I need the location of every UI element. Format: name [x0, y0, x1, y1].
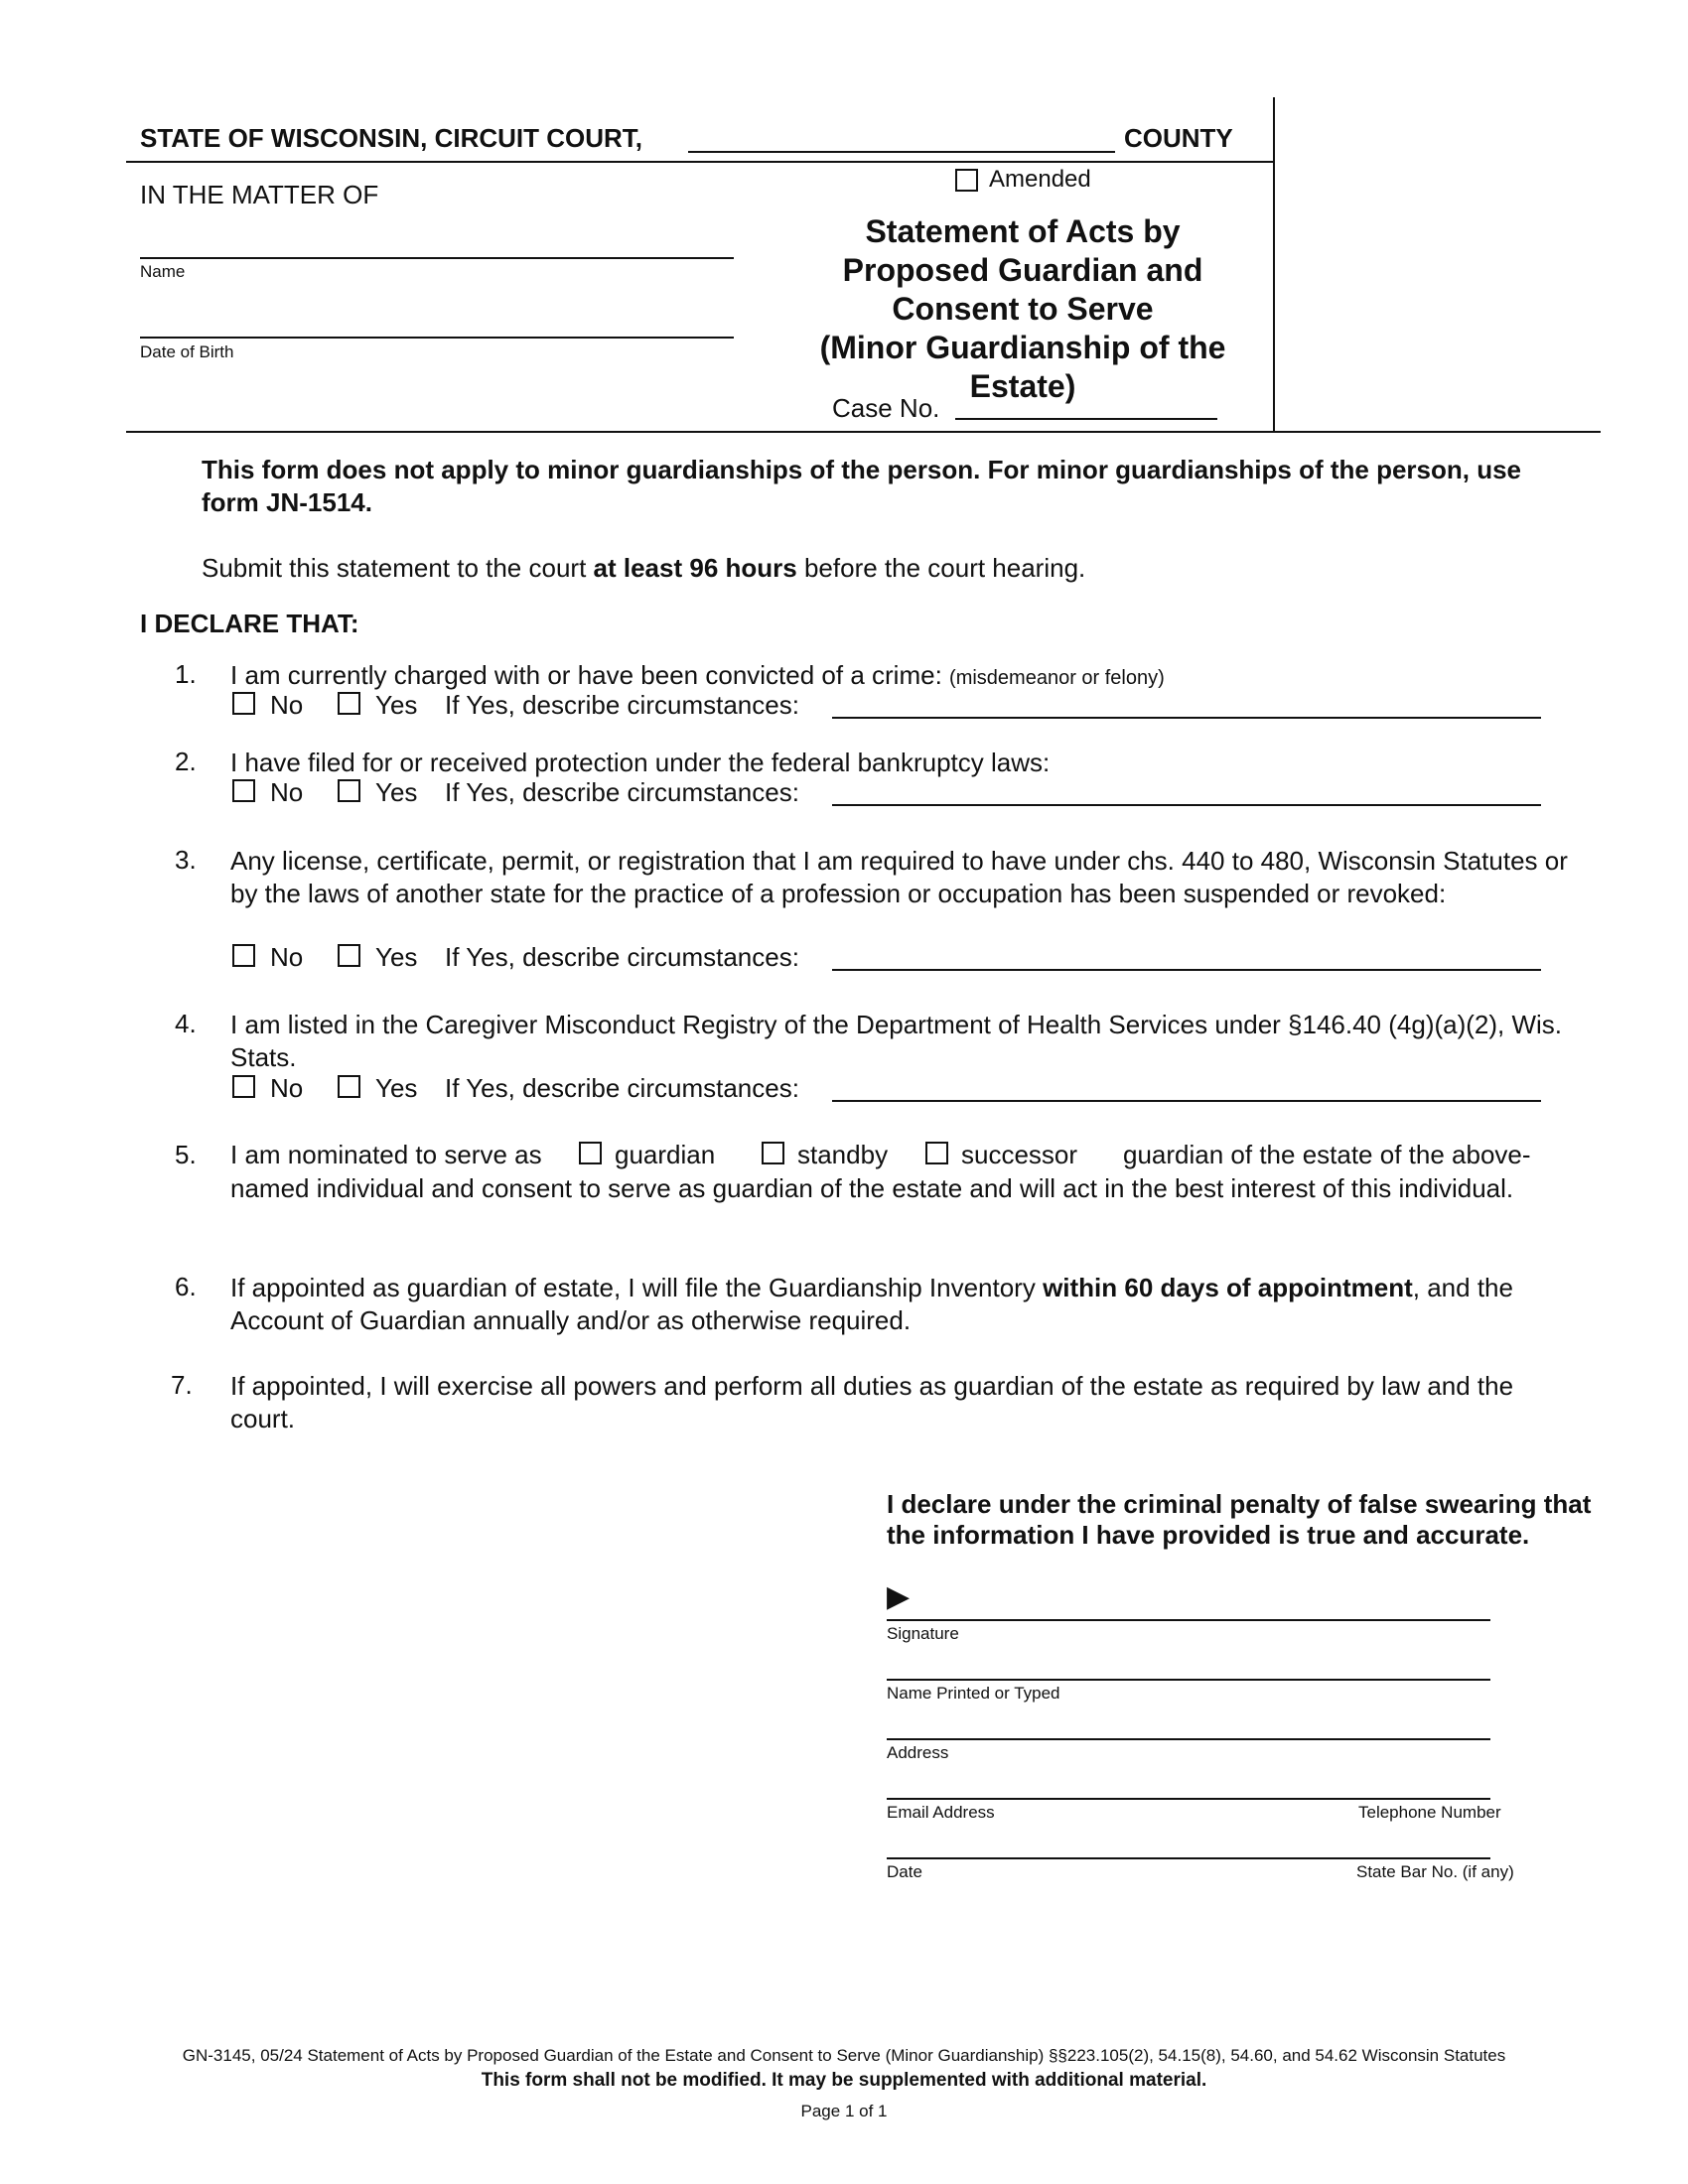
submit-post: before the court hearing.: [803, 553, 1086, 583]
item-1-number: 1.: [175, 659, 197, 689]
item-2-no-checkbox[interactable]: [232, 779, 255, 802]
item-2-describe-field[interactable]: [832, 804, 1541, 806]
item-6-text: [230, 1272, 1581, 1337]
item-7-number: 7.: [171, 1370, 193, 1400]
item-1-yes-checkbox[interactable]: [338, 692, 360, 715]
item-5-guardian-label: guardian: [615, 1140, 716, 1169]
item-2-no-label: No: [270, 777, 304, 807]
date-label: Date: [887, 1862, 922, 1881]
item-1-describe-field[interactable]: [832, 717, 1541, 719]
declaration-statement: I declare under the criminal penalty of false swearing that the information I have provided is true and accurate.: [887, 1489, 1592, 1550]
item-5-number: 5.: [175, 1140, 197, 1169]
signature-field[interactable]: [887, 1619, 1490, 1621]
address-label: Address: [887, 1743, 949, 1762]
county-label: COUNTY: [1124, 123, 1233, 153]
footer-page-number: Page 1 of 1: [800, 2102, 888, 2120]
amended-checkbox[interactable]: [955, 169, 978, 192]
item-5-pre-text: I am nominated to serve as: [230, 1140, 542, 1169]
header-bottom-rule: [126, 431, 1601, 433]
item-3-describe-label: If Yes, describe circumstances:: [445, 942, 799, 972]
name-label: Name: [140, 262, 186, 281]
submit-pre: Submit this statement to the court: [202, 553, 587, 583]
item-4-describe-field[interactable]: [832, 1100, 1541, 1102]
email-label: Email Address: [887, 1803, 995, 1822]
item-1-describe-label: If Yes, describe circumstances:: [445, 690, 799, 720]
amended-label: Amended: [989, 166, 1091, 193]
county-field[interactable]: [688, 151, 1115, 153]
footer-modification-notice: This form shall not be modified. It may be supplemented with additional material.: [481, 2070, 1207, 2091]
signature-arrow-icon: ▶: [887, 1580, 911, 1613]
declare-heading: I DECLARE THAT:: [140, 609, 359, 638]
item-4-no-checkbox[interactable]: [232, 1075, 255, 1098]
item-2-number: 2.: [175, 747, 197, 776]
item-1-no-label: No: [270, 690, 304, 720]
item-3-yes-checkbox[interactable]: [338, 944, 360, 967]
matter-of-label: IN THE MATTER OF: [140, 180, 379, 209]
case-no-label: Case No.: [832, 393, 940, 423]
phone-label: Telephone Number: [1358, 1803, 1501, 1822]
item-5-standby-checkbox[interactable]: [762, 1142, 784, 1164]
name-printed-label: Name Printed or Typed: [887, 1684, 1060, 1703]
notice-text: This form does not apply to minor guardianships of the person. For minor guardianships of the person, use form JN-1514.: [202, 455, 1521, 517]
item-2-text: I have filed for or received protection under the federal bankruptcy laws:: [230, 748, 1051, 777]
item-5-post-text: guardian of the estate of the above-: [1123, 1140, 1531, 1169]
signature-label: Signature: [887, 1624, 959, 1643]
item-4-describe-label: If Yes, describe circumstances:: [445, 1073, 799, 1103]
date-bar-field[interactable]: [887, 1857, 1490, 1859]
item-5-standby-label: standby: [797, 1140, 889, 1169]
item-6-post: , and the Account of Guardian annually and/or as otherwise required.: [230, 1273, 1513, 1335]
item-3-describe-field[interactable]: [832, 969, 1541, 971]
address-field[interactable]: [887, 1738, 1490, 1740]
item-5-successor-checkbox[interactable]: [925, 1142, 948, 1164]
title-line-1: Statement of Acts by: [865, 213, 1181, 249]
item-4-no-label: No: [270, 1073, 304, 1103]
court-caption: STATE OF WISCONSIN, CIRCUIT COURT,: [140, 123, 643, 153]
item-1-text: [230, 659, 1581, 695]
item-1-no-checkbox[interactable]: [232, 692, 255, 715]
item-3-no-checkbox[interactable]: [232, 944, 255, 967]
item-4-yes-label: Yes: [375, 1073, 418, 1103]
submit-deadline: at least 96 hours: [593, 553, 797, 583]
item-7-text: If appointed, I will exercise all powers and perform all duties as guardian of the estate as required by law and the court.: [230, 1371, 1514, 1433]
item-1-yes-label: Yes: [375, 690, 418, 720]
item-5-guardian-checkbox[interactable]: [579, 1142, 602, 1164]
item-1-statement: I am currently charged with or have been convicted of a crime:: [230, 660, 942, 690]
state-bar-label: State Bar No. (if any): [1356, 1862, 1514, 1881]
item-3-number: 3.: [175, 845, 197, 875]
footer-form-info: GN-3145, 05/24 Statement of Acts by Proposed Guardian of the Estate and Consent to Serve (Minor Guardianship) §§223.105(2), 54.15(8), 54.60, and 54.62 Wisconsin Statutes: [182, 2046, 1506, 2065]
item-6-deadline: within 60 days of appointment: [1043, 1273, 1413, 1302]
item-2-yes-label: Yes: [375, 777, 418, 807]
submit-instruction: [202, 552, 1572, 585]
dob-label: Date of Birth: [140, 342, 234, 361]
item-4-number: 4.: [175, 1009, 197, 1038]
item-4-yes-checkbox[interactable]: [338, 1075, 360, 1098]
title-line-4: (Minor Guardianship of the Estate): [819, 330, 1226, 404]
item-4-text: I am listed in the Caregiver Misconduct Registry of the Department of Health Services under §146.40 (4g)(a)(2), Wis. Stats.: [230, 1010, 1563, 1072]
item-3-no-label: No: [270, 942, 304, 972]
title-line-3: Consent to Serve: [892, 291, 1154, 327]
item-2-yes-checkbox[interactable]: [338, 779, 360, 802]
email-phone-field[interactable]: [887, 1798, 1490, 1800]
header-top-rule: [126, 161, 1275, 163]
dob-field[interactable]: [140, 337, 734, 339]
item-3-yes-label: Yes: [375, 942, 418, 972]
item-6-number: 6.: [175, 1272, 197, 1301]
name-field[interactable]: [140, 257, 734, 259]
item-3-text: Any license, certificate, permit, or registration that I am required to have under chs. 440 to 480, Wisconsin Statutes or by the laws of another state for the practice of a profession or occupation has been suspended or revoked:: [230, 846, 1568, 908]
name-printed-field[interactable]: [887, 1679, 1490, 1681]
case-no-field[interactable]: [955, 418, 1217, 420]
item-5-successor-label: successor: [961, 1140, 1078, 1169]
item-2-describe-label: If Yes, describe circumstances:: [445, 777, 799, 807]
item-6-pre: If appointed as guardian of estate, I will file the Guardianship Inventory: [230, 1273, 1036, 1302]
title-line-2: Proposed Guardian and: [842, 252, 1203, 288]
item-5-continued: named individual and consent to serve as guardian of the estate and will act in the best interest of this individual.: [230, 1173, 1514, 1203]
form-title: [765, 212, 1281, 406]
item-1-note: (misdemeanor or felony): [949, 667, 1165, 689]
